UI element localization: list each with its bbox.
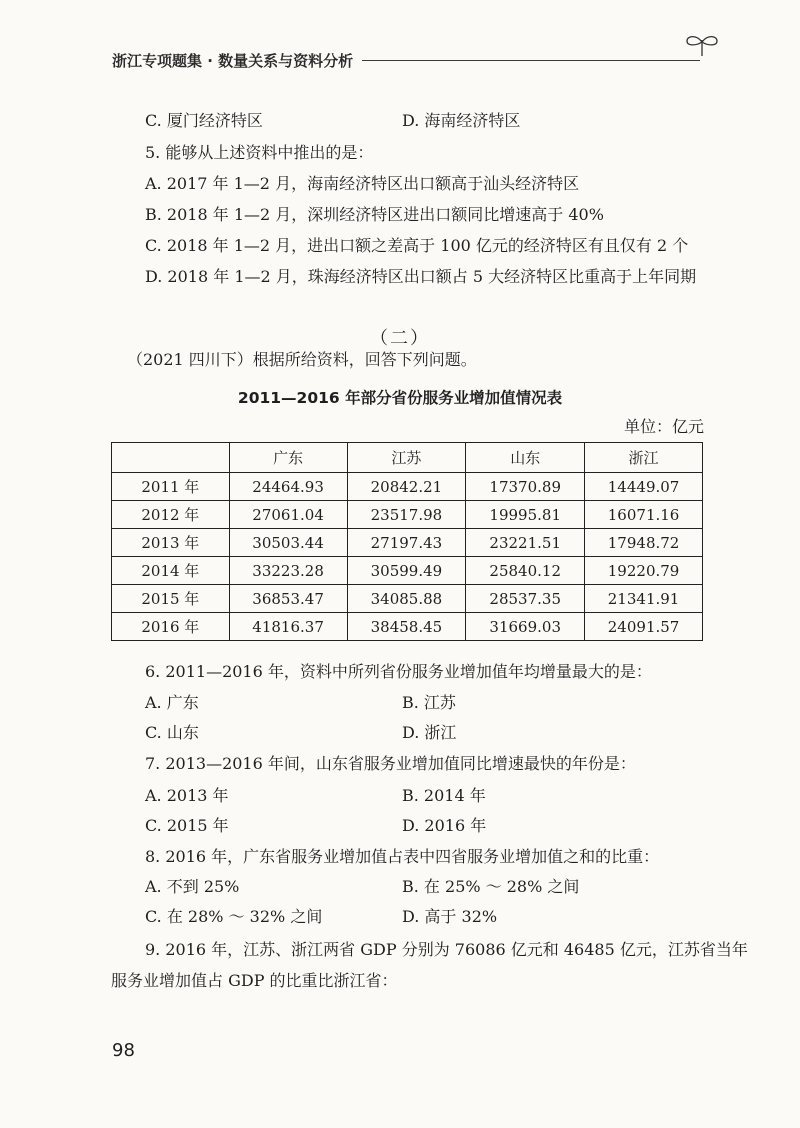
sprout-leaf-icon <box>684 32 720 58</box>
table-cell: 20842.21 <box>347 473 466 501</box>
table-cell: 2015 年 <box>112 585 230 613</box>
table-row <box>112 529 703 557</box>
table-cell: 2014 年 <box>112 557 230 585</box>
header-rule <box>362 60 700 61</box>
section-intro: （2021 四川下）根据所给资料，回答下列问题。 <box>127 350 477 369</box>
option-d: D. 海南经济特区 <box>402 111 521 130</box>
question-8-option-d: D. 高于 32% <box>402 907 498 926</box>
table-header-cell <box>112 443 230 473</box>
question-8-option-a: A. 不到 25% <box>145 877 240 896</box>
table-cell: 16071.16 <box>585 501 703 529</box>
table-title: 2011—2016 年部分省份服务业增加值情况表 <box>237 389 563 407</box>
table-cell: 14449.07 <box>585 473 703 501</box>
question-7-option-b: B. 2014 年 <box>402 786 486 805</box>
question-7-option-a: A. 2013 年 <box>145 786 229 805</box>
table-cell: 34085.88 <box>347 585 466 613</box>
table-cell: 19995.81 <box>466 501 585 529</box>
question-6-option-b: B. 江苏 <box>402 693 456 712</box>
table-cell: 2016 年 <box>112 613 230 641</box>
table-cell: 2011 年 <box>112 473 230 501</box>
question-7-stem: 7. 2013—2016 年间，山东省服务业增加值同比增速最快的年份是： <box>145 754 636 773</box>
table-cell: 2013 年 <box>112 529 230 557</box>
question-8-stem: 8. 2016 年，广东省服务业增加值占表中四省服务业增加值之和的比重： <box>145 847 660 866</box>
question-7-option-c: C. 2015 年 <box>145 816 229 835</box>
option-c: C. 厦门经济特区 <box>145 111 263 130</box>
question-6-option-a: A. 广东 <box>145 693 199 712</box>
table-cell: 19220.79 <box>585 557 703 585</box>
question-5-option-d: D. 2018 年 1—2 月，珠海经济特区出口额占 5 大经济特区比重高于上年同期 <box>145 267 697 286</box>
table-cell: 41816.37 <box>229 613 347 641</box>
table-cell: 24464.93 <box>229 473 347 501</box>
question-9-stem-continued: 服务业增加值占 GDP 的比重比浙江省： <box>111 971 398 990</box>
table-row <box>112 585 703 613</box>
question-6-option-d: D. 浙江 <box>402 723 457 742</box>
table-cell: 24091.57 <box>585 613 703 641</box>
table-row <box>112 613 703 641</box>
table-cell: 28537.35 <box>466 585 585 613</box>
section-title: （二） <box>370 328 430 349</box>
table-unit: 单位：亿元 <box>623 417 704 436</box>
table-cell: 33223.28 <box>229 557 347 585</box>
table-row <box>112 501 703 529</box>
table-cell: 23221.51 <box>466 529 585 557</box>
table-row <box>112 557 703 585</box>
table-cell: 17370.89 <box>466 473 585 501</box>
table-header-row <box>112 443 703 473</box>
table-cell: 21341.91 <box>585 585 703 613</box>
question-6-option-c: C. 山东 <box>145 723 199 742</box>
table-header-cell: 浙江 <box>585 443 703 473</box>
question-5-option-c: C. 2018 年 1—2 月，进出口额之差高于 100 亿元的经济特区有且仅有 2 个 <box>145 236 689 255</box>
page-number: 98 <box>112 1040 135 1061</box>
question-5-option-a: A. 2017 年 1—2 月，海南经济特区出口额高于汕头经济特区 <box>145 174 580 193</box>
table-cell: 17948.72 <box>585 529 703 557</box>
table-cell: 31669.03 <box>466 613 585 641</box>
question-5-option-b: B. 2018 年 1—2 月，深圳经济特区进出口额同比增速高于 40% <box>145 205 604 224</box>
table-cell: 23517.98 <box>347 501 466 529</box>
table-cell: 38458.45 <box>347 613 466 641</box>
question-8-option-b: B. 在 25% ～ 28% 之间 <box>402 877 580 896</box>
table-cell: 2012 年 <box>112 501 230 529</box>
table-header-cell: 山东 <box>466 443 585 473</box>
table-cell: 30503.44 <box>229 529 347 557</box>
table-cell: 36853.47 <box>229 585 347 613</box>
question-8-option-c: C. 在 28% ～ 32% 之间 <box>145 907 323 926</box>
table-cell: 27061.04 <box>229 501 347 529</box>
table-cell: 30599.49 <box>347 557 466 585</box>
question-9-stem: 9. 2016 年，江苏、浙江两省 GDP 分别为 76086 亿元和 46485 亿元，江苏省当年 <box>145 940 748 959</box>
table-header-cell: 广东 <box>229 443 347 473</box>
running-header: 浙江专项题集 · 数量关系与资料分析 <box>112 52 354 70</box>
data-table <box>111 442 703 641</box>
table-row <box>112 473 703 501</box>
table-cell: 27197.43 <box>347 529 466 557</box>
question-7-option-d: D. 2016 年 <box>402 816 487 835</box>
table-header-cell: 江苏 <box>347 443 466 473</box>
question-6-stem: 6. 2011—2016 年，资料中所列省份服务业增加值年均增量最大的是： <box>145 662 652 681</box>
question-5-stem: 5. 能够从上述资料中推出的是： <box>145 143 374 162</box>
table-cell: 25840.12 <box>466 557 585 585</box>
